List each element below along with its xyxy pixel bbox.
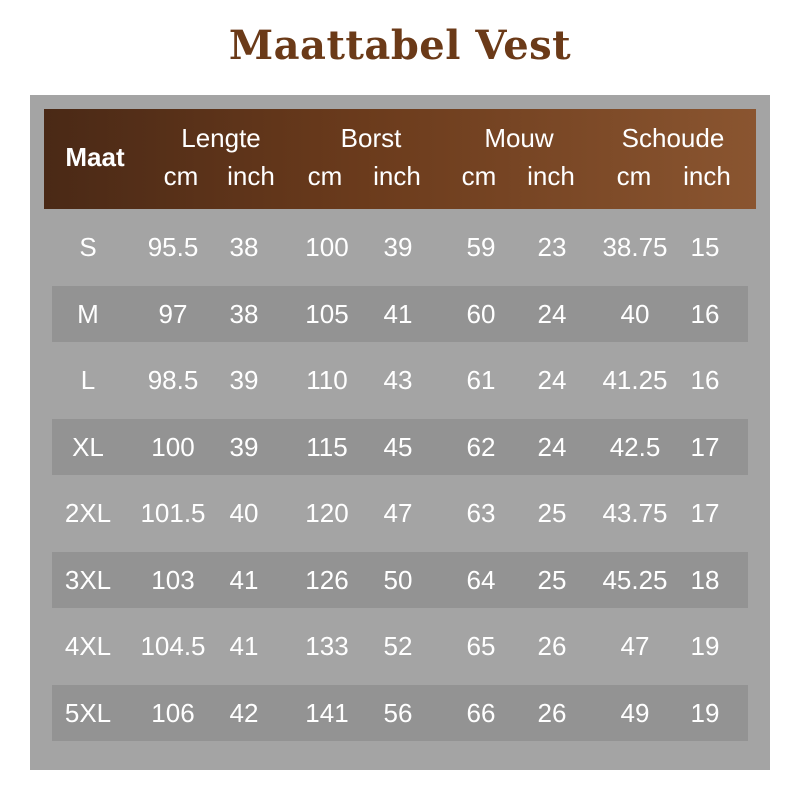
inch-value-cell: 47	[383, 498, 413, 528]
inch-value-cell: 50	[383, 564, 413, 595]
inch-value-cell: 41	[229, 631, 259, 661]
inch-value-cell: 38	[229, 298, 259, 329]
cm-value-cell: 98.5	[147, 365, 199, 395]
size-table	[30, 95, 770, 770]
table-row	[52, 685, 748, 741]
inch-value-cell: 43	[383, 365, 413, 395]
cm-value-cell: 95.5	[147, 232, 199, 262]
inch-value-cell: 17	[690, 498, 720, 528]
inch-value-cell: 41	[229, 564, 259, 595]
table-row	[52, 618, 748, 674]
cm-value-cell: 63	[466, 498, 496, 528]
cm-value-cell: 97	[158, 298, 188, 329]
table-row	[52, 352, 748, 408]
header-unit-cm: cm	[163, 161, 199, 191]
cm-value-cell: 42.5	[609, 431, 661, 462]
inch-value-cell: 18	[690, 564, 720, 595]
cm-value-cell: 106	[151, 697, 195, 728]
header-group-schoude: Schoude	[621, 123, 725, 153]
inch-value-cell: 24	[537, 431, 567, 462]
cm-value-cell: 100	[305, 232, 349, 262]
inch-value-cell: 17	[690, 431, 720, 462]
inch-value-cell: 41	[383, 298, 413, 329]
table-row	[52, 419, 748, 475]
cm-value-cell: 100	[151, 431, 195, 462]
inch-value-cell: 26	[537, 697, 567, 728]
header-group-borst: Borst	[340, 123, 402, 153]
cm-value-cell: 133	[305, 631, 349, 661]
header-size-label: Maat	[65, 142, 125, 172]
cm-value-cell: 41.25	[602, 365, 668, 395]
inch-value-cell: 19	[690, 697, 720, 728]
cm-value-cell: 120	[305, 498, 349, 528]
inch-value-cell: 25	[537, 498, 567, 528]
cm-value-cell: 40	[620, 298, 650, 329]
size-cell: 3XL	[64, 564, 112, 595]
inch-value-cell: 42	[229, 697, 259, 728]
header-unit-cm: cm	[616, 161, 652, 191]
table-row	[52, 286, 748, 342]
inch-value-cell: 24	[537, 298, 567, 329]
size-cell: L	[80, 365, 96, 395]
cm-value-cell: 49	[620, 697, 650, 728]
size-cell: XL	[72, 431, 104, 462]
cm-value-cell: 47	[620, 631, 650, 661]
header-unit-inch: inch	[527, 161, 575, 191]
cm-value-cell: 45.25	[602, 564, 668, 595]
header-group-lengte: Lengte	[181, 123, 261, 153]
size-cell: 4XL	[64, 631, 112, 661]
inch-value-cell: 25	[537, 564, 567, 595]
inch-value-cell: 38	[229, 232, 259, 262]
inch-value-cell: 19	[690, 631, 720, 661]
inch-value-cell: 23	[537, 232, 567, 262]
inch-value-cell: 24	[537, 365, 567, 395]
cm-value-cell: 38.75	[602, 232, 668, 262]
page-title: Maattabel Vest	[228, 22, 572, 69]
cm-value-cell: 66	[466, 697, 496, 728]
cm-value-cell: 43.75	[602, 498, 668, 528]
cm-value-cell: 62	[466, 431, 496, 462]
cm-value-cell: 141	[305, 697, 349, 728]
inch-value-cell: 26	[537, 631, 567, 661]
table-row	[52, 485, 748, 541]
size-cell: M	[77, 298, 99, 329]
header-unit-inch: inch	[227, 161, 275, 191]
cm-value-cell: 64	[466, 564, 496, 595]
header-group-mouw: Mouw	[484, 123, 554, 153]
table-header	[44, 109, 756, 209]
size-cell: 2XL	[64, 498, 112, 528]
inch-value-cell: 16	[690, 365, 720, 395]
inch-value-cell: 45	[383, 431, 413, 462]
inch-value-cell: 40	[229, 498, 259, 528]
inch-value-cell: 39	[229, 365, 259, 395]
size-cell: 5XL	[64, 697, 112, 728]
inch-value-cell: 39	[229, 431, 259, 462]
cm-value-cell: 61	[466, 365, 496, 395]
header-unit-cm: cm	[307, 161, 343, 191]
inch-value-cell: 56	[383, 697, 413, 728]
cm-value-cell: 103	[151, 564, 195, 595]
table-row	[52, 552, 748, 608]
cm-value-cell: 110	[306, 365, 348, 395]
inch-value-cell: 39	[383, 232, 413, 262]
size-cell: S	[79, 232, 97, 262]
cm-value-cell: 104.5	[140, 631, 206, 661]
header-unit-inch: inch	[683, 161, 731, 191]
table-row	[52, 219, 748, 275]
header-unit-inch: inch	[373, 161, 421, 191]
cm-value-cell: 115	[306, 431, 348, 462]
cm-value-cell: 59	[466, 232, 496, 262]
cm-value-cell: 105	[305, 298, 349, 329]
inch-value-cell: 16	[690, 298, 720, 329]
inch-value-cell: 15	[690, 232, 720, 262]
cm-value-cell: 65	[466, 631, 496, 661]
cm-value-cell: 60	[466, 298, 496, 329]
cm-value-cell: 126	[305, 564, 349, 595]
inch-value-cell: 52	[383, 631, 413, 661]
cm-value-cell: 101.5	[140, 498, 206, 528]
header-unit-cm: cm	[461, 161, 497, 191]
